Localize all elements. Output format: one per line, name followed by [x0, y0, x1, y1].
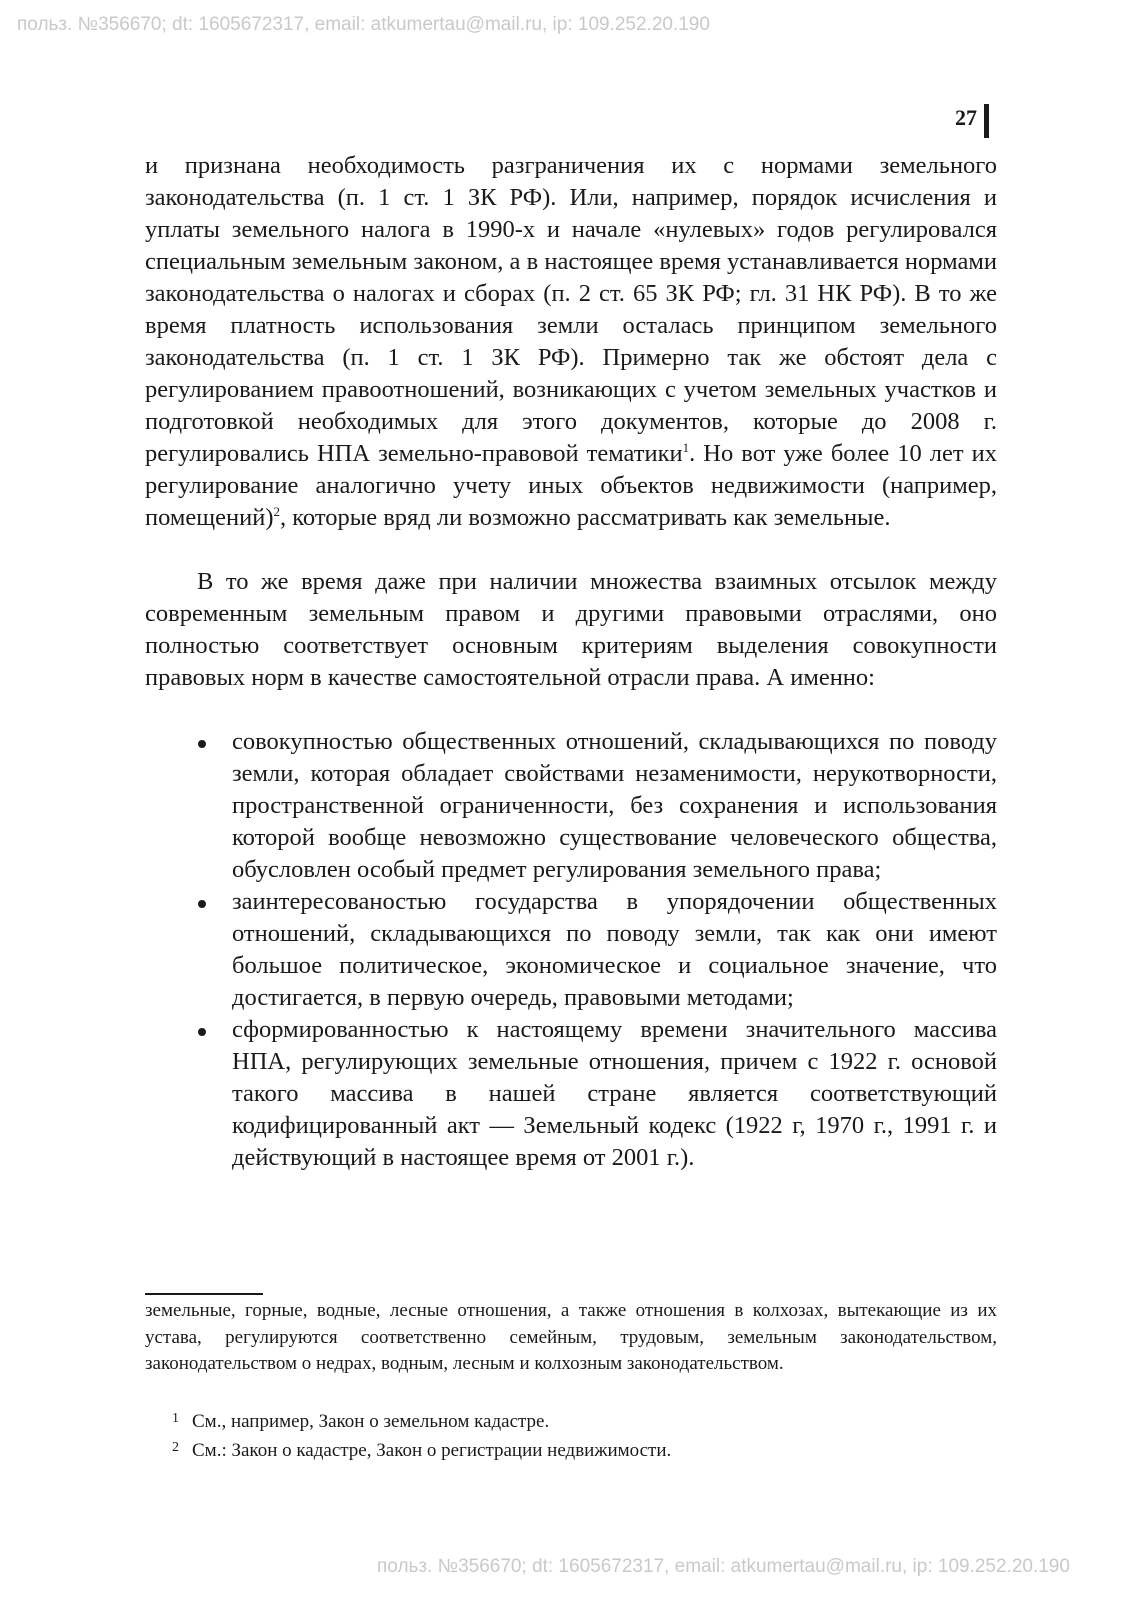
paragraph-1-part-a: и признана необходимость разграничения их с нормами земельного законодательства (п. 1 ст. 1 ЗК РФ). Или, например, порядок исчисления и уплаты земельного налога в 1990-х и начале «нулевых» годов регулировался специальным земельным законом, а в настоящее время устанавливается нормами законодательства о налогах и сборах (п. 2 ст. 65 ЗК РФ; гл. 31 НК РФ). В то же время платность использования земли осталась принципом земельного законодательства (п. 1 ст. 1 ЗК РФ). Примерно так же обстоят дела с регулированием правоотношений, возникающих с учетом земельных участков и подготовкой необходимых для этого документов, которые до 2008 г. регулировались НПА земельно-правовой тематики: [145, 152, 997, 467]
paragraph-2: В то же время даже при наличии множества взаимных отсылок между современным земельным правом и другими правовыми отраслями, оно полностью соответствует основным критериям выделения совокупности правовых норм в качестве самостоятельной отрасли права. А именно:: [145, 568, 997, 691]
footnote-1: [172, 1406, 972, 1435]
footnote-text: См., например, Закон о земельном кадастре.: [192, 1411, 550, 1432]
footnote-divider: [145, 1293, 263, 1295]
footnote-number: 1: [172, 1411, 179, 1426]
page-number-bar: [984, 104, 989, 138]
watermark-bottom: польз. №356670; dt: 1605672317, email: atkumertau@mail.ru, ip: 109.252.20.190: [377, 1556, 1070, 1577]
page-number: [955, 104, 989, 138]
list-item-text: сформированностью к настоящему времени значительного массива НПА, регулирующих земельные отношения, причем с 1922 г. основой такого массива в нашей стране является соответствующий кодифицированный акт — Земельный кодекс (1922 г, 1970 г., 1991 г. и действующий в настоящее время от 2001 г.).: [232, 1016, 997, 1171]
paragraph-1-part-b: . Но вот уже более 10 лет их регулирование аналогично учету иных объектов недвижимости (например, помещений): [145, 440, 997, 531]
watermark-top: польз. №356670; dt: 1605672317, email: atkumertau@mail.ru, ip: 109.252.20.190: [17, 14, 710, 35]
list-item: [232, 1014, 997, 1174]
bullet-icon: [198, 740, 206, 748]
criteria-list: [232, 726, 997, 1174]
bullet-icon: [198, 1028, 206, 1036]
footnote-continuation: земельные, горные, водные, лесные отношения, а также отношения в колхозах, вытекающие из их устава, регулируются соответственно семейным, трудовым, земельным законодательством, законодательством о недрах, водным, лесным и колхозным законодательством.: [145, 1300, 997, 1374]
footnote-ref-2: 2: [273, 504, 281, 519]
list-item-text: заинтересованостью государства в упорядочении общественных отношений, складывающихся по поводу земли, так как они имеют большое политическое, экономическое и социальное значение, что достигается, в первую очередь, правовыми методами;: [232, 888, 997, 1011]
footnote-ref-1: 1: [682, 440, 690, 455]
footnote-2: [172, 1435, 972, 1464]
list-item-text: совокупностью общественных отношений, складывающихся по поводу земли, которая обладает свойствами незаменимости, нерукотворности, пространственной ограниченности, без сохранения и использования которой вообще невозможно существование человеческого общества, обусловлен особый предмет регулирования земельного права;: [232, 728, 997, 883]
paragraph-1-part-c: , которые вряд ли возможно рассматривать как земельные.: [280, 504, 891, 531]
footnote-text: См.: Закон о кадастре, Закон о регистрации недвижимости.: [192, 1440, 672, 1461]
page-number-text: 27: [955, 105, 977, 130]
paragraph-1: [145, 150, 997, 534]
list-item: [232, 886, 997, 1014]
bullet-icon: [198, 900, 206, 908]
footnote-number: 2: [172, 1440, 179, 1455]
list-item: [232, 726, 997, 886]
